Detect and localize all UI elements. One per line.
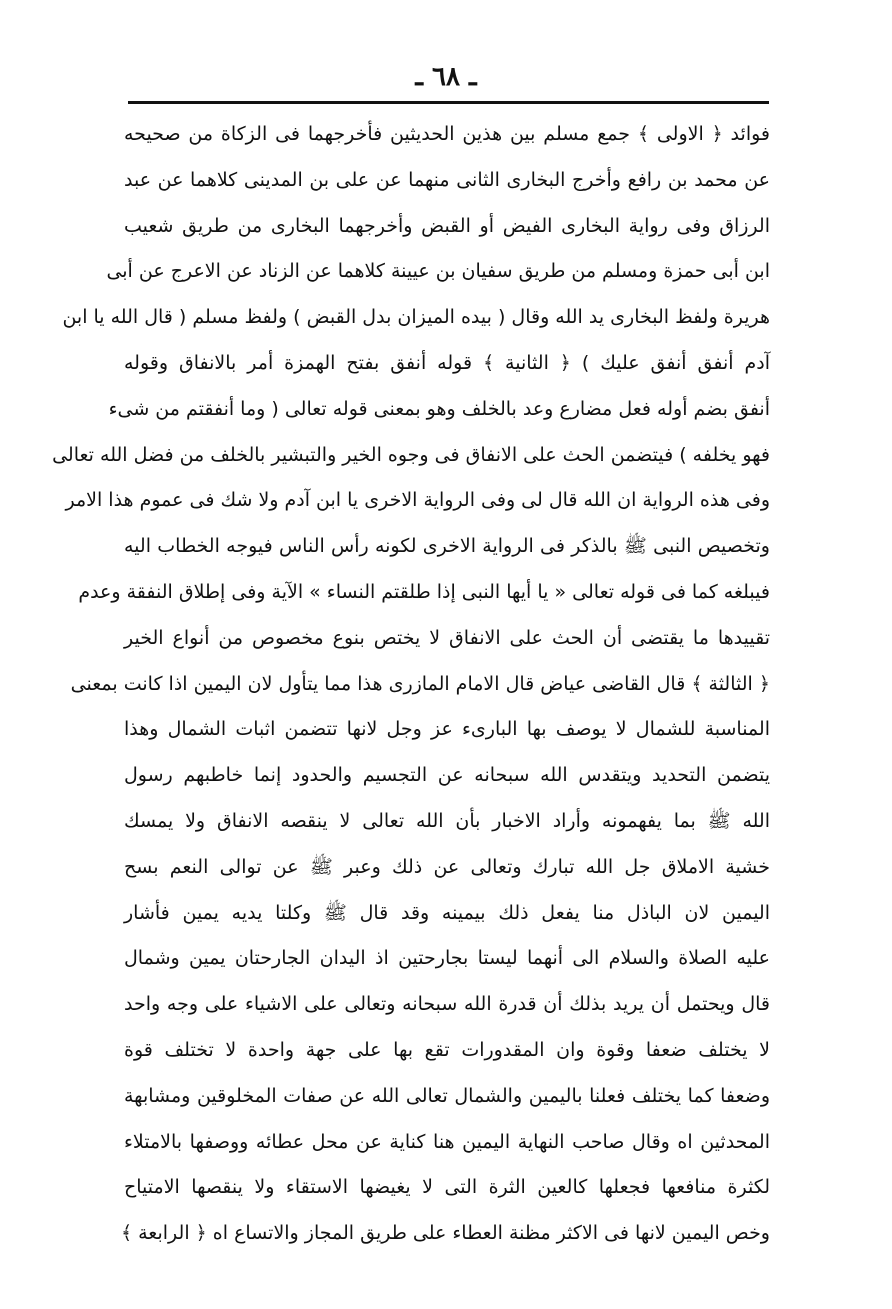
text-line: فهو يخلفه ) فيتضمن الحث على الانفاق فى وجوه الخير والتبشير بالخلف من فضل الله تعالى [52, 443, 770, 466]
text-line: اليمين لان الباذل منا يفعل ذلك بيمينه وقد قال ﷺ وكلتا يديه يمين فأشار [124, 901, 770, 924]
text-line: فيبلغه كما فى قوله تعالى « يا أيها النبى إذا طلقتم النساء » الآية وفى إطلاق النفقة وعدم [78, 580, 770, 603]
text-line: لكثرة منافعها فجعلها كالعين الثرة التى لا يغيضها الاستقاء ولا ينقصها الامتياح [124, 1176, 770, 1199]
text-line: الرزاق وفى رواية البخارى الفيض أو القبض وأخرجهما البخارى من طريق شعيب [124, 214, 770, 237]
text-line: آدم أنفق أنفق عليك ) ﴿ الثانية ﴾ قوله أنفق بفتح الهمزة أمر بالانفاق وقوله [124, 351, 770, 374]
text-line: وفى هذه الرواية ان الله قال لى وفى الرواية الاخرى يا ابن آدم ولا شك فى عموم هذا الامر [65, 489, 770, 512]
text-line: وخص اليمين لانها فى الاكثر مظنة العطاء على طريق المجاز والاتساع اه ﴿ الرابعة ﴾ [120, 1222, 770, 1245]
header-rule [128, 101, 769, 104]
text-line: تقييدها ما يقتضى أن الحث على الانفاق لا يختص بنوع مخصوص من أنواع الخير [124, 626, 770, 649]
text-line: يتضمن التحديد ويتقدس الله سبحانه عن التجسيم والحدود إنما خاطبهم رسول [124, 764, 770, 787]
text-line: المناسبة للشمال لا يوصف بها البارىء عز وجل لانها تتضمن اثبات الشمال وهذا [124, 718, 770, 741]
text-line: ابن أبى حمزة ومسلم من طريق سفيان بن عيينة كلاهما عن الزناد عن الاعرج عن أبى [106, 260, 770, 283]
text-line: خشية الاملاق جل الله تبارك وتعالى عن ذلك وعبر ﷺ عن توالى النعم بسح [124, 855, 770, 878]
text-line: الله ﷺ بما يفهمونه وأراد الاخبار بأن الله تعالى لا ينقصه الانفاق ولا يمسك [124, 809, 770, 832]
text-line: لا يختلف ضعفا وقوة وان المقدورات تقع بها على جهة واحدة لا تختلف قوة [124, 1038, 770, 1061]
text-line: عن محمد بن رافع وأخرج البخارى الثانى منهما عن على بن المدينى كلاهما عن عبد [124, 168, 770, 191]
text-line: هريرة ولفظ البخارى يد الله وقال ( بيده الميزان بدل القبض ) ولفظ مسلم ( قال الله يا ابن [62, 306, 770, 329]
page-number: ـ ٦٨ ـ [415, 62, 477, 92]
text-line: عليه الصلاة والسلام الى أنهما ليستا بجارحتين اذ اليدان الجارحتان يمين وشمال [124, 947, 770, 970]
text-line: أنفق بضم أوله فعل مضارع وعد بالخلف وهو بمعنى قوله تعالى ( وما أنفقتم من شىء [108, 397, 770, 420]
text-line: قال ويحتمل أن يريد بذلك أن قدرة الله سبحانه وتعالى على الاشياء على وجه واحد [124, 993, 770, 1016]
text-line: المحدثين اه وقال صاحب النهاية اليمين هنا كناية عن محل عطائه ووصفها بالامتلاء [124, 1130, 770, 1153]
text-line: ﴿ الثالثة ﴾ قال القاضى عياض قال الامام المازرى هذا مما يتأول لان اليمين اذا كانت بمعنى [70, 672, 770, 695]
body-text [52, 112, 770, 1257]
text-line: وضعفا كما يختلف فعلنا باليمين والشمال تعالى الله عن صفات المخلوقين ومشابهة [124, 1084, 770, 1107]
text-line: وتخصيص النبى ﷺ بالذكر فى الرواية الاخرى لكونه رأس الناس فيوجه الخطاب اليه [124, 535, 770, 558]
text-line: فوائد ﴿ الاولى ﴾ جمع مسلم بين هذين الحديثين فأخرجهما فى الزكاة من صحيحه [124, 123, 770, 145]
